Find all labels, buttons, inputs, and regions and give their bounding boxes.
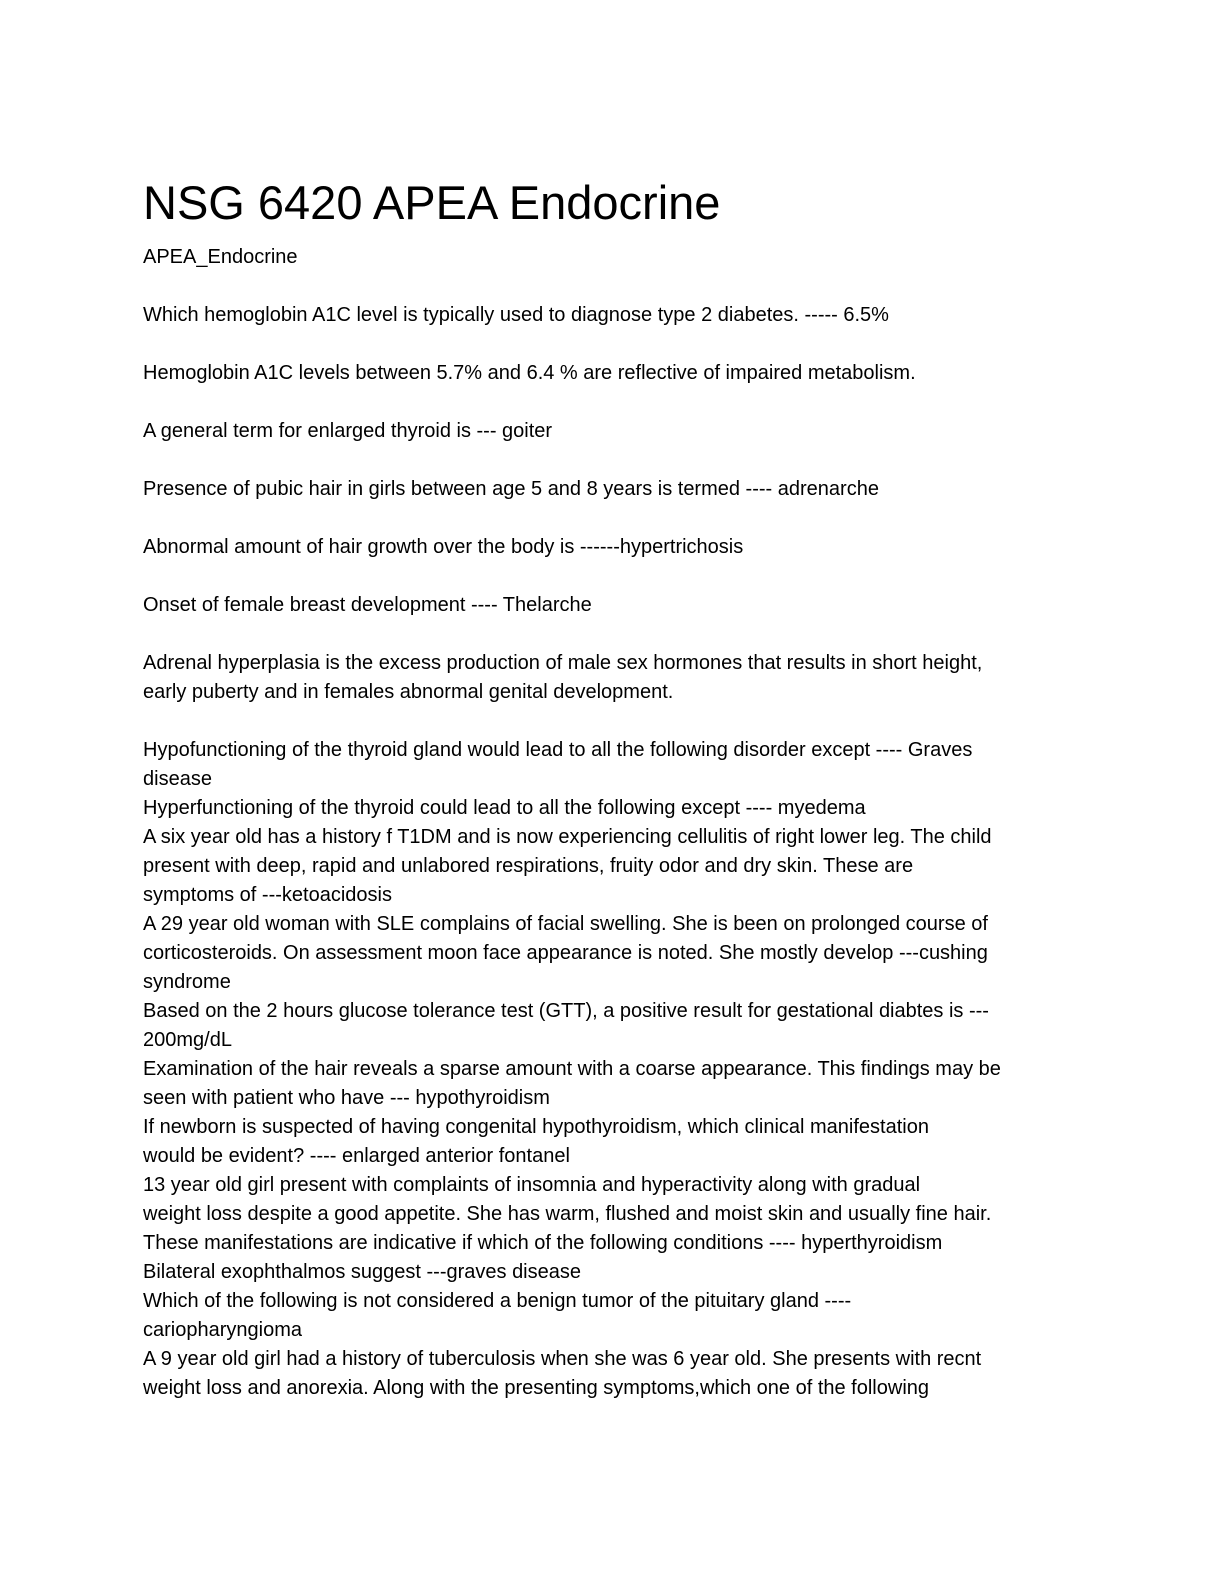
text-line: Hyperfunctioning of the thyroid could lead to all the following except ---- myedema: [143, 797, 866, 819]
text-line: Hemoglobin A1C levels between 5.7% and 6.4 % are reflective of impaired metabolism.: [143, 362, 916, 384]
text-line: weight loss despite a good appetite. She has warm, flushed and moist skin and usually fine hair.: [143, 1203, 992, 1225]
text-line: syndrome: [143, 971, 231, 993]
text-line: Adrenal hyperplasia is the excess production of male sex hormones that results in short height,: [143, 652, 983, 674]
text-line: If newborn is suspected of having congenital hypothyroidism, which clinical manifestation: [143, 1116, 929, 1138]
text-line: A general term for enlarged thyroid is --- goiter: [143, 420, 553, 442]
text-line: disease: [143, 768, 212, 790]
text-line: present with deep, rapid and unlabored respirations, fruity odor and dry skin. These are: [143, 855, 914, 877]
text-line: cariopharyngioma: [143, 1319, 302, 1341]
document-title: NSG 6420 APEA Endocrine: [143, 176, 721, 229]
text-line: Bilateral exophthalmos suggest ---graves disease: [143, 1261, 581, 1283]
document-body: [143, 243, 1078, 1403]
text-line: APEA_Endocrine: [143, 246, 298, 268]
text-line: would be evident? ---- enlarged anterior fontanel: [143, 1145, 570, 1167]
text-line: corticosteroids. On assessment moon face appearance is noted. She mostly develop ---cushing: [143, 942, 988, 964]
text-line: Which hemoglobin A1C level is typically used to diagnose type 2 diabetes. ----- 6.5%: [143, 304, 889, 326]
text-line: Abnormal amount of hair growth over the body is ------hypertrichosis: [143, 536, 744, 558]
text-line: 200mg/dL: [143, 1029, 232, 1051]
text-line: 13 year old girl present with complaints of insomnia and hyperactivity along with gradual: [143, 1174, 921, 1196]
text-line: A 9 year old girl had a history of tuberculosis when she was 6 year old. She presents with recnt: [143, 1348, 982, 1370]
text-line: symptoms of ---ketoacidosis: [143, 884, 392, 906]
text-line: These manifestations are indicative if which of the following conditions ---- hyperthyroidism: [143, 1232, 943, 1254]
text-line: Examination of the hair reveals a sparse amount with a coarse appearance. This findings may be: [143, 1058, 1001, 1080]
text-line: A six year old has a history f T1DM and is now experiencing cellulitis of right lower leg. The child: [143, 826, 992, 848]
text-line: early puberty and in females abnormal genital development.: [143, 681, 674, 703]
text-line: Based on the 2 hours glucose tolerance test (GTT), a positive result for gestational diabtes is ---: [143, 1000, 989, 1022]
text-line: weight loss and anorexia. Along with the presenting symptoms,which one of the following: [143, 1377, 930, 1399]
text-line: Hypofunctioning of the thyroid gland would lead to all the following disorder except ---- Graves: [143, 739, 973, 761]
text-line: Which of the following is not considered a benign tumor of the pituitary gland ----: [143, 1290, 852, 1312]
text-line: Onset of female breast development ---- Thelarche: [143, 594, 592, 616]
text-line: A 29 year old woman with SLE complains of facial swelling. She is been on prolonged course of: [143, 913, 988, 935]
text-line: Presence of pubic hair in girls between age 5 and 8 years is termed ---- adrenarche: [143, 478, 879, 500]
text-line: seen with patient who have --- hypothyroidism: [143, 1087, 550, 1109]
